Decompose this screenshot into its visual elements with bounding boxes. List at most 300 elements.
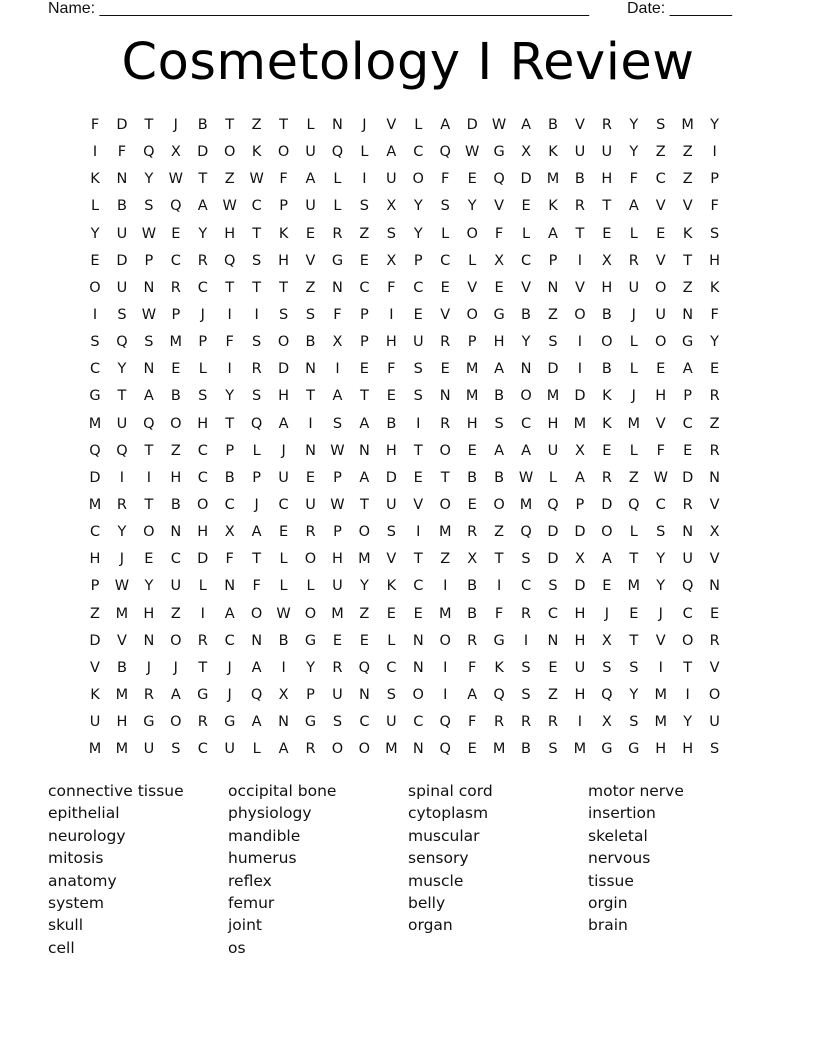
grid-letter: A — [359, 469, 370, 486]
grid-letter: D — [116, 117, 128, 133]
grid-letter: Z — [170, 605, 181, 622]
grid-row — [84, 736, 734, 763]
grid-letter: N — [251, 632, 263, 649]
grid-letter: N — [520, 361, 532, 378]
grid-letter: Y — [683, 714, 693, 731]
grid-letter: N — [305, 442, 316, 459]
grid-letter: L — [252, 741, 261, 758]
grid-row — [84, 628, 734, 655]
grid-letter: W — [491, 117, 507, 133]
grid-letter: I — [712, 144, 717, 161]
word-column — [48, 780, 223, 959]
grid-letter: Y — [521, 334, 531, 351]
grid-letter: Y — [198, 225, 208, 242]
grid-letter: O — [170, 632, 182, 649]
grid-letter: O — [197, 496, 209, 513]
grid-letter: V — [440, 306, 451, 323]
grid-letter: S — [278, 306, 289, 323]
grid-letter: O — [223, 144, 236, 161]
grid-letter: Q — [116, 442, 128, 459]
grid-letter: Z — [655, 144, 666, 161]
grid-letter: U — [116, 279, 128, 296]
grid-letter: R — [520, 605, 532, 622]
grid-letter: N — [358, 686, 370, 703]
grid-letter: U — [412, 334, 424, 351]
grid-letter: T — [252, 279, 262, 296]
grid-letter: E — [305, 225, 316, 242]
word-item: system — [48, 894, 105, 913]
word-item: epithelial — [48, 804, 120, 823]
grid-letter: D — [520, 171, 532, 188]
grid-letter: E — [602, 225, 612, 242]
grid-letter: A — [628, 198, 639, 215]
grid-letter: R — [197, 252, 208, 269]
grid-letter: F — [225, 551, 234, 568]
grid-letter: A — [574, 469, 585, 486]
grid-letter: C — [224, 632, 235, 649]
grid-letter: B — [494, 469, 505, 486]
grid-letter: V — [413, 496, 424, 513]
grid-letter: G — [304, 632, 317, 649]
grid-letter: P — [279, 198, 288, 215]
grid-letter: S — [252, 252, 262, 269]
grid-letter: F — [494, 225, 504, 242]
grid-letter: N — [682, 306, 694, 323]
grid-letter: P — [225, 442, 235, 459]
grid-letter: A — [494, 361, 505, 378]
grid-letter: H — [493, 334, 505, 351]
grid-letter: R — [682, 496, 693, 513]
grid-letter: U — [574, 144, 586, 161]
grid-letter: Z — [170, 442, 181, 459]
grid-letter: I — [200, 605, 205, 622]
grid-letter: N — [439, 388, 451, 405]
grid-letter: T — [683, 659, 693, 676]
word-item: occipital bone — [228, 782, 337, 800]
grid-letter: Y — [656, 578, 666, 595]
grid-letter: I — [227, 361, 232, 378]
grid-letter: H — [170, 469, 182, 486]
grid-letter: G — [601, 741, 613, 758]
grid-row — [84, 438, 734, 465]
grid-letter: S — [198, 388, 208, 405]
grid-letter: O — [439, 632, 451, 649]
grid-letter: L — [629, 442, 638, 459]
grid-letter: V — [655, 415, 666, 432]
grid-letter: V — [467, 279, 478, 296]
grid-letter: Q — [170, 198, 182, 215]
grid-letter: S — [602, 659, 612, 676]
grid-letter: J — [631, 306, 636, 323]
grid-row — [84, 655, 734, 682]
word-item: motor nerve — [588, 782, 684, 800]
grid-letter: O — [277, 144, 290, 161]
grid-letter: A — [305, 171, 316, 188]
grid-letter: S — [656, 524, 666, 541]
grid-letter: E — [359, 252, 369, 269]
grid-letter: D — [547, 551, 559, 568]
grid-letter: F — [333, 306, 342, 323]
grid-row — [84, 221, 734, 248]
grid-letter: O — [250, 605, 263, 622]
grid-letter: Y — [629, 686, 639, 703]
grid-letter: W — [114, 578, 130, 595]
grid-letter: M — [385, 741, 398, 758]
grid-letter: O — [412, 686, 424, 703]
grid-letter: C — [682, 605, 693, 622]
grid-letter: H — [224, 225, 236, 242]
grid-letter: Q — [250, 415, 263, 432]
grid-letter: M — [465, 361, 479, 378]
grid-letter: O — [439, 496, 451, 513]
grid-letter: U — [709, 714, 720, 731]
grid-letter: M — [546, 388, 560, 405]
grid-letter: B — [601, 306, 612, 323]
grid-letter: L — [252, 442, 261, 459]
grid-letter: U — [386, 171, 397, 188]
grid-letter: Q — [143, 144, 155, 161]
grid-letter: X — [521, 144, 531, 161]
grid-letter: A — [278, 741, 289, 758]
grid-letter: O — [439, 442, 451, 459]
word-item: orgin — [588, 894, 628, 913]
grid-letter: S — [332, 415, 343, 432]
grid-letter: G — [628, 741, 640, 758]
grid-letter: I — [443, 578, 448, 595]
grid-letter: Q — [439, 714, 451, 731]
grid-letter: M — [115, 741, 129, 758]
grid-letter: E — [144, 551, 154, 568]
grid-row — [84, 573, 734, 600]
grid-letter: H — [143, 605, 155, 622]
grid-letter: T — [629, 551, 639, 568]
word-column — [588, 780, 763, 937]
grid-letter: S — [440, 198, 450, 215]
grid-letter: K — [602, 415, 612, 432]
grid-letter: Y — [629, 117, 639, 133]
grid-letter: X — [574, 551, 585, 568]
grid-letter: M — [654, 714, 667, 731]
grid-letter: E — [521, 198, 531, 215]
grid-letter: Z — [494, 524, 505, 541]
grid-letter: O — [358, 524, 371, 541]
grid-letter: B — [574, 171, 585, 188]
grid-letter: H — [332, 551, 343, 568]
grid-letter: M — [573, 741, 587, 758]
grid-letter: P — [144, 252, 154, 269]
grid-letter: L — [198, 361, 207, 378]
grid-letter: B — [467, 578, 478, 595]
grid-letter: L — [414, 117, 423, 133]
grid-letter: E — [467, 496, 477, 513]
grid-letter: M — [88, 415, 102, 432]
grid-letter: G — [493, 632, 505, 649]
grid-letter: I — [362, 171, 367, 188]
grid-letter: A — [548, 225, 558, 242]
word-item: anatomy — [48, 871, 117, 890]
grid-letter: N — [116, 171, 128, 188]
grid-letter: D — [547, 361, 559, 378]
header — [48, 0, 748, 22]
grid-letter: R — [170, 279, 181, 296]
grid-letter: T — [279, 279, 288, 296]
grid-letter: S — [332, 714, 343, 731]
grid-letter: M — [115, 605, 129, 622]
grid-letter: U — [305, 144, 316, 161]
grid-letter: C — [413, 578, 424, 595]
grid-letter: E — [602, 578, 612, 595]
grid-letter: P — [683, 388, 693, 405]
grid-letter: F — [387, 361, 396, 378]
grid-letter: H — [574, 632, 586, 649]
grid-letter: Y — [467, 198, 477, 215]
grid-letter: S — [710, 225, 720, 242]
grid-letter: T — [575, 225, 585, 242]
grid-letter: Z — [359, 605, 370, 622]
grid-letter: S — [413, 361, 423, 378]
grid-letter: I — [577, 334, 583, 351]
grid-letter: J — [119, 551, 125, 568]
grid-letter: J — [200, 306, 205, 323]
grid-letter: A — [386, 144, 397, 161]
grid-letter: V — [709, 496, 720, 513]
grid-row — [84, 519, 734, 546]
grid-letter: I — [577, 361, 583, 378]
grid-letter: I — [523, 632, 529, 649]
grid-letter: F — [710, 306, 719, 323]
grid-letter: X — [278, 686, 289, 703]
grid-letter: T — [279, 117, 288, 133]
grid-letter: V — [90, 659, 100, 676]
grid-letter: Q — [439, 144, 451, 161]
grid-letter: H — [278, 388, 290, 405]
grid-letter: N — [358, 442, 370, 459]
grid-letter: E — [440, 361, 450, 378]
grid-letter: I — [443, 686, 448, 703]
grid-letter: I — [685, 686, 690, 703]
grid-letter: M — [654, 686, 667, 703]
grid-letter: O — [574, 306, 586, 323]
grid-letter: U — [386, 714, 397, 731]
grid-letter: M — [438, 524, 452, 541]
grid-letter: P — [575, 496, 585, 513]
grid-letter: B — [386, 415, 397, 432]
grid-letter: T — [494, 551, 504, 568]
grid-letter: D — [466, 117, 478, 133]
grid-letter: E — [494, 279, 504, 296]
grid-letter: I — [92, 144, 98, 161]
grid-letter: B — [467, 469, 478, 486]
grid-row — [84, 302, 734, 329]
grid-letter: T — [413, 551, 423, 568]
grid-letter: Q — [547, 496, 559, 513]
grid-letter: P — [333, 469, 342, 486]
grid-letter: R — [709, 632, 720, 649]
grid-row — [84, 465, 734, 492]
word-item: mitosis — [48, 849, 104, 868]
grid-letter: M — [573, 415, 587, 432]
grid-letter: A — [440, 117, 451, 133]
grid-letter: M — [627, 415, 641, 432]
grid-letter: G — [493, 144, 505, 161]
grid-letter: E — [602, 442, 612, 459]
grid-letter: H — [385, 334, 397, 351]
grid-letter: P — [360, 306, 369, 323]
grid-letter: I — [658, 659, 663, 676]
grid-letter: N — [682, 524, 694, 541]
grid-letter: L — [629, 361, 638, 378]
grid-letter: P — [252, 469, 261, 486]
grid-letter: F — [629, 171, 638, 188]
grid-letter: W — [518, 469, 534, 486]
grid-letter: U — [143, 741, 155, 758]
grid-letter: G — [304, 714, 317, 731]
grid-letter: E — [683, 442, 693, 459]
grid-letter: M — [169, 334, 183, 351]
grid-letter: Z — [709, 415, 720, 432]
grid-letter: W — [330, 442, 345, 459]
grid-letter: E — [629, 605, 639, 622]
grid-letter: Y — [117, 361, 127, 378]
grid-letter: B — [116, 198, 127, 215]
grid-letter: C — [547, 605, 559, 622]
grid-row — [84, 193, 734, 220]
grid-letter: A — [521, 442, 531, 459]
grid-letter: C — [278, 496, 289, 513]
word-column — [408, 780, 583, 937]
grid-letter: X — [574, 442, 585, 459]
grid-letter: V — [574, 279, 585, 296]
grid-letter: H — [547, 415, 559, 432]
grid-letter: G — [224, 714, 236, 731]
grid-letter: A — [682, 361, 693, 378]
grid-letter: J — [281, 442, 286, 459]
grid-letter: U — [89, 714, 101, 731]
grid-letter: V — [386, 117, 397, 133]
grid-letter: X — [332, 334, 343, 351]
grid-letter: Z — [359, 225, 370, 242]
grid-letter: C — [413, 279, 424, 296]
grid-letter: U — [224, 741, 235, 758]
grid-letter: N — [143, 279, 155, 296]
grid-letter: W — [141, 306, 157, 323]
grid-letter: A — [251, 659, 262, 676]
grid-letter: C — [413, 714, 424, 731]
grid-letter: C — [359, 714, 370, 731]
grid-letter: Z — [440, 551, 451, 568]
grid-letter: F — [252, 578, 261, 595]
word-item: brain — [588, 916, 628, 935]
grid-letter: D — [574, 524, 586, 541]
grid-letter: O — [681, 632, 694, 649]
grid-row — [84, 112, 734, 139]
grid-letter: E — [710, 361, 720, 378]
grid-letter: N — [412, 632, 424, 649]
grid-letter: E — [171, 361, 181, 378]
grid-letter: F — [467, 659, 477, 676]
grid-letter: X — [494, 252, 505, 269]
grid-letter: M — [358, 551, 371, 568]
grid-letter: S — [548, 741, 558, 758]
name-line: Name: _______________________________________________________ — [48, 0, 589, 17]
grid-letter: X — [386, 198, 397, 215]
grid-letter: Y — [225, 388, 235, 405]
grid-letter: T — [440, 469, 450, 486]
grid-letter: Y — [306, 659, 315, 676]
grid-letter: G — [143, 714, 155, 731]
grid-letter: N — [709, 469, 721, 486]
grid-letter: F — [279, 171, 288, 188]
grid-letter: C — [359, 279, 370, 296]
grid-letter: Q — [250, 686, 263, 703]
grid-letter: R — [709, 388, 720, 405]
grid-letter: K — [90, 686, 100, 703]
grid-letter: R — [332, 659, 343, 676]
grid-letter: D — [89, 632, 101, 649]
grid-letter: R — [467, 524, 478, 541]
grid-letter: O — [601, 334, 613, 351]
grid-letter: H — [655, 388, 667, 405]
grid-letter: T — [306, 388, 315, 405]
grid-letter: M — [88, 741, 102, 758]
grid-letter: A — [197, 198, 208, 215]
grid-letter: S — [386, 225, 396, 242]
grid-letter: C — [386, 659, 397, 676]
grid-letter: S — [629, 714, 639, 731]
grid-letter: V — [655, 632, 666, 649]
grid-letter: O — [466, 306, 478, 323]
grid-letter: A — [251, 714, 262, 731]
grid-letter: C — [224, 496, 235, 513]
word-item: mandible — [228, 826, 301, 845]
grid-letter: T — [629, 632, 639, 649]
grid-letter: Z — [682, 144, 693, 161]
grid-row — [84, 546, 734, 573]
grid-letter: D — [89, 469, 101, 486]
grid-letter: V — [574, 117, 585, 133]
grid-letter: V — [386, 551, 397, 568]
word-column — [228, 780, 403, 959]
grid-letter: N — [332, 279, 343, 296]
grid-letter: U — [628, 279, 640, 296]
grid-letter: B — [601, 361, 612, 378]
grid-letter: I — [227, 306, 232, 323]
word-item: skull — [48, 916, 84, 935]
grid-letter: I — [443, 659, 448, 676]
grid-letter: C — [413, 144, 424, 161]
grid-letter: U — [170, 578, 182, 595]
grid-letter: L — [198, 578, 207, 595]
grid-letter: Z — [251, 117, 262, 133]
grid-letter: K — [251, 144, 262, 161]
grid-letter: R — [601, 469, 612, 486]
grid-letter: M — [627, 578, 641, 595]
grid-letter: D — [277, 361, 290, 378]
grid-letter: B — [521, 306, 531, 323]
word-item: cytoplasm — [408, 804, 489, 823]
grid-letter: T — [359, 388, 369, 405]
grid-letter: E — [359, 632, 369, 649]
grid-letter: L — [360, 144, 369, 161]
grid-letter: S — [710, 741, 720, 758]
grid-letter: R — [197, 632, 208, 649]
grid-letter: S — [359, 198, 369, 215]
grid-letter: C — [170, 551, 181, 568]
grid-letter: A — [251, 524, 262, 541]
grid-letter: L — [90, 198, 100, 215]
grid-letter: D — [116, 252, 128, 269]
grid-letter: E — [710, 605, 720, 622]
